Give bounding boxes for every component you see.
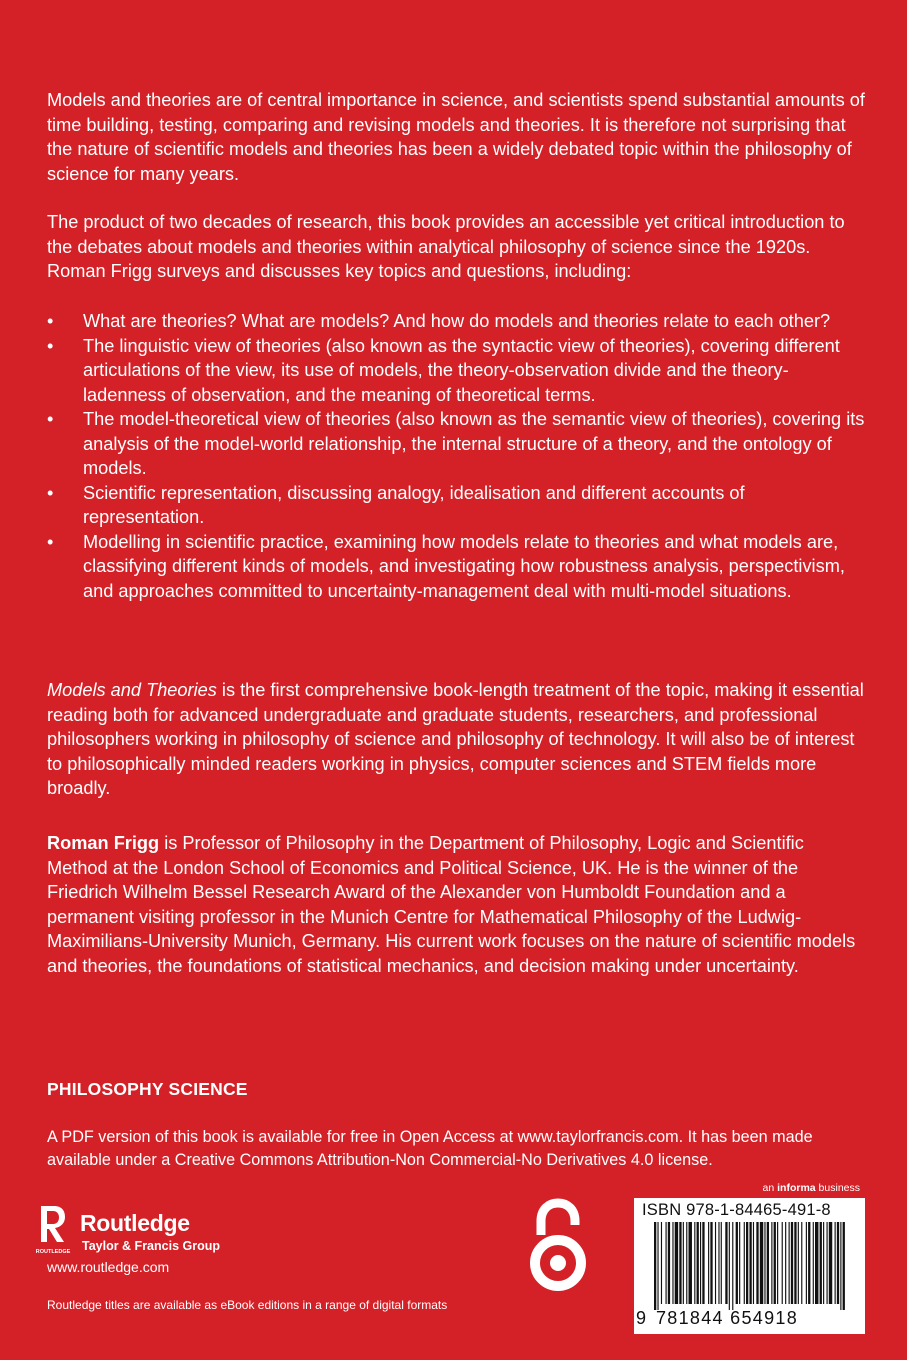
barcode-bar <box>827 1222 828 1304</box>
barcode-bar <box>718 1222 719 1304</box>
barcode-bar <box>829 1222 832 1304</box>
bullet-icon: • <box>47 335 54 356</box>
informa-prefix: an <box>762 1182 778 1194</box>
barcode-bar <box>782 1222 783 1304</box>
barcode-bar <box>708 1222 709 1304</box>
barcode-bar <box>764 1222 765 1304</box>
book-title: Models and Theories <box>47 680 217 700</box>
barcode-bar <box>661 1222 662 1304</box>
barcode-bar <box>702 1222 704 1304</box>
barcode-bar <box>777 1222 778 1304</box>
list-item-text: Modelling in scientific practice, examining how models relate to theories and what models are, classifying different kinds of models, and investigating how robustness analysis, perspectivism, and approaches committed to uncertainty-management deal with multi-model situations. <box>83 531 845 601</box>
list-item <box>47 309 867 334</box>
routledge-r-icon <box>35 1204 71 1256</box>
subject-category: PHILOSOPHY SCIENCE <box>47 1079 248 1099</box>
barcode-bar <box>794 1222 796 1304</box>
barcode-bar <box>732 1222 733 1310</box>
barcode <box>642 1222 857 1310</box>
list-item <box>47 407 867 481</box>
barcode-bar <box>736 1222 738 1304</box>
barcode-bar <box>729 1222 730 1310</box>
list-item <box>47 481 867 530</box>
readership-paragraph <box>47 678 867 801</box>
barcode-bar <box>823 1222 824 1304</box>
author-bio-text: is Professor of Philosophy in the Department of Philosophy, Logic and Scientific Method at the London School of Economics and Political Science, UK. He is the winner of the Friedrich Wilhelm Bessel Research Award of the Alexander von Humboldt Foundation and a permanent visiting professor in the Munich Centre for Mathematical Philosophy of the Ludwig-Maximilians-University Munich, Germany. His current work focuses on the nature of scientific models and theories, the foundations of statistical mechanics, and decision making under uncertainty. <box>47 833 856 976</box>
barcode-bar <box>739 1222 740 1304</box>
barcode-bar <box>700 1222 701 1304</box>
barcode-bar <box>675 1222 678 1304</box>
barcode-digits-rest: 781844 654918 <box>656 1308 799 1328</box>
barcode-bar <box>767 1222 769 1304</box>
barcode-bar <box>801 1222 802 1304</box>
barcode-bar <box>815 1222 818 1304</box>
list-item-text: The model-theoretical view of theories (also known as the semantic view of theories), covering its analysis of the model-world relationship, the internal structure of a theory, and the ontology of models. <box>83 409 865 478</box>
barcode-bar <box>820 1222 822 1304</box>
barcode-bar <box>798 1222 799 1304</box>
barcode-bar <box>774 1222 776 1304</box>
barcode-bar <box>683 1222 684 1304</box>
barcode-bar <box>791 1222 793 1304</box>
barcode-bar <box>746 1222 748 1304</box>
barcode-bar <box>837 1222 839 1304</box>
barcode-bar <box>806 1222 807 1304</box>
routledge-mark-text: ROUTLEDGE <box>35 1249 71 1255</box>
barcode-bar <box>672 1222 673 1304</box>
barcode-bar <box>749 1222 751 1304</box>
barcode-lead-digit: 9 <box>636 1308 648 1328</box>
list-item-text: What are theories? What are models? And how do models and theories relate to each other? <box>83 311 831 331</box>
barcode-bar <box>721 1222 722 1304</box>
barcode-bar <box>657 1222 658 1310</box>
intro-paragraph-1: Models and theories are of central importance in science, and scientists spend substantial amounts of time building, testing, comparing and revising models and theories. It is therefore not surprising that the nature of scientific models and theories has been a widely debated topic within the philosophy of science for many years. <box>47 90 865 184</box>
barcode-bar <box>666 1222 667 1304</box>
barcode-bar <box>697 1222 699 1304</box>
publisher-logo <box>35 1202 288 1262</box>
list-item <box>47 530 867 604</box>
ebook-note: Routledge titles are available as eBook editions in a range of digital formats <box>47 1298 448 1312</box>
barcode-bar <box>744 1222 745 1304</box>
barcode-bar <box>668 1222 670 1304</box>
open-access-note: A PDF version of this book is available for free in Open Access at www.taylorfrancis.com. It has been made available under a Creative Commons Attribution-Non Commercial-No Derivatives 4.0 license. <box>47 1128 813 1169</box>
bullet-icon: • <box>47 531 54 552</box>
barcode-bar <box>789 1222 790 1304</box>
open-access-lock-icon <box>523 1195 593 1297</box>
barcode-bar <box>835 1222 836 1304</box>
barcode-bar <box>715 1222 716 1304</box>
barcode-bar <box>679 1222 681 1304</box>
barcode-bar <box>686 1222 687 1304</box>
author-name: Roman Frigg <box>47 833 160 853</box>
barcode-bar <box>689 1222 692 1304</box>
barcode-bar <box>725 1222 727 1304</box>
informa-business-tagline <box>763 1182 860 1194</box>
barcode-bar <box>843 1222 845 1310</box>
topics-list <box>47 309 867 603</box>
list-item-text: Scientific representation, discussing analogy, idealisation and different accounts of representation. <box>83 482 745 527</box>
barcode-bar <box>694 1222 695 1304</box>
informa-brand: informa <box>777 1182 816 1194</box>
barcode-bar <box>654 1222 656 1310</box>
list-item-text: The linguistic view of theories (also known as the syntactic view of theories), covering different articulations of the view, its use of models, the theory-observation divide and the theory-ladenness of observation, and the meaning of theoretical terms. <box>83 335 840 405</box>
publisher-group: Taylor & Francis Group <box>82 1239 220 1253</box>
isbn-label: ISBN 978-1-84465-491-8 <box>642 1201 831 1219</box>
barcode-bar <box>813 1222 814 1304</box>
barcode-bar <box>785 1222 786 1304</box>
readership-text: is the first comprehensive book-length treatment of the topic, making it essential reading both for advanced undergraduate and graduate students, researchers, and professional philosophers working in philosophy of science and philosophy of technology. It will also be of interest to philosophically minded readers working in physics, computer sciences and STEM fields more broadly. <box>47 680 864 798</box>
barcode-box <box>634 1198 865 1334</box>
barcode-bar <box>808 1222 810 1304</box>
bullet-icon: • <box>47 409 54 429</box>
barcode-bar <box>753 1222 754 1304</box>
bullet-icon: • <box>47 482 54 503</box>
barcode-bar <box>710 1222 712 1304</box>
barcode-bar <box>771 1222 772 1304</box>
informa-suffix: business <box>815 1182 860 1194</box>
bullet-icon: • <box>47 311 54 331</box>
author-bio <box>47 831 867 978</box>
publisher-name: Routledge <box>80 1210 190 1236</box>
publisher-url[interactable]: www.routledge.com <box>47 1259 170 1275</box>
barcode-bar <box>840 1222 841 1310</box>
list-item <box>47 334 867 408</box>
intro-paragraph-2: The product of two decades of research, this book provides an accessible yet critical introduction to the debates about models and theories within analytical philosophy of science since the 1920s. Roman Frigg surveys and discusses key topics and questions, including: <box>47 212 845 281</box>
barcode-bar <box>760 1222 763 1304</box>
barcode-bar <box>756 1222 758 1304</box>
